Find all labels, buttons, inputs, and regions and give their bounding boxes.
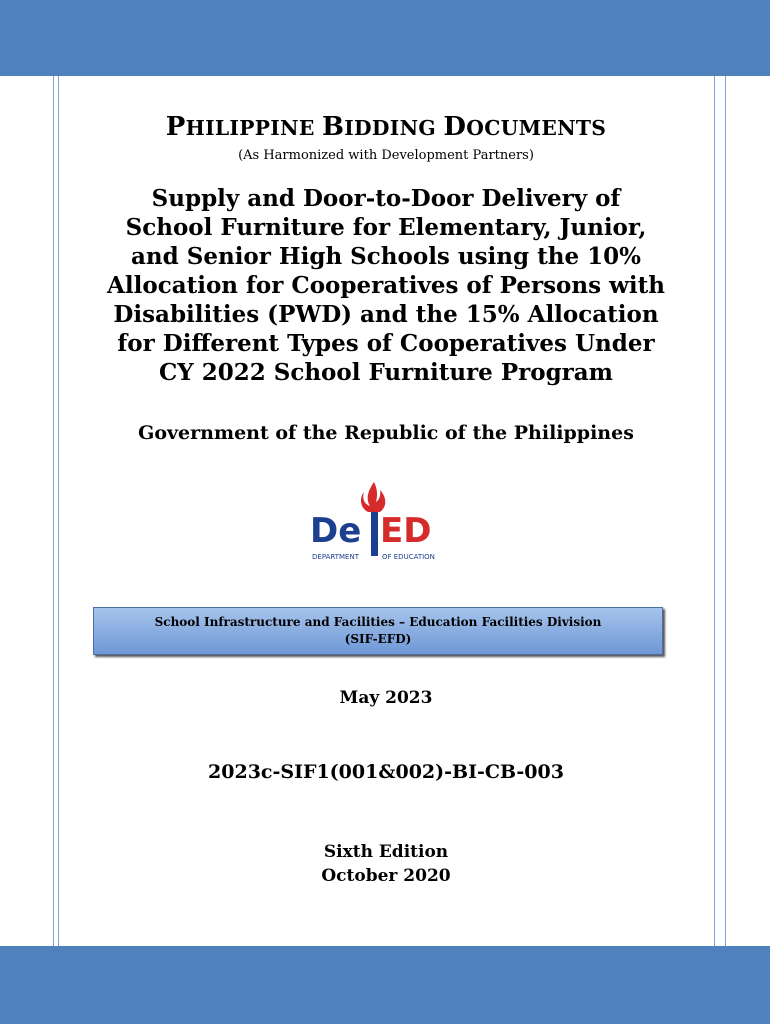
- top-color-band: [0, 0, 770, 76]
- edition-info: [60, 840, 712, 888]
- project-title-line: Disabilities (PWD) and the 15% Allocation: [113, 301, 659, 328]
- reference-number: 2023c-SIF1(001&002)-BI-CB-003: [208, 761, 564, 783]
- title-word-documents: OCUMENTS: [466, 116, 607, 140]
- document-subtitle: (As Harmonized with Development Partners): [238, 148, 534, 163]
- logo-caption-department: DEPARTMENT: [312, 553, 359, 561]
- title-initial-d: D: [443, 112, 467, 142]
- project-title-line: and Senior High Schools using the 10%: [131, 243, 641, 270]
- division-acronym: (SIF-EFD): [344, 632, 412, 646]
- project-title-line: Allocation for Cooperatives of Persons with: [107, 272, 665, 299]
- document-title: [60, 112, 712, 142]
- torch-stem-icon: [371, 512, 378, 556]
- government-name: Government of the Republic of the Philippines: [138, 422, 634, 444]
- division-name: School Infrastructure and Facilities – Education Facilities Division: [154, 615, 602, 629]
- logo-text-de: De: [310, 511, 362, 551]
- project-title-line: for Different Types of Cooperatives Under: [117, 330, 655, 357]
- title-word-philippine: HILIPPINE: [185, 116, 322, 140]
- edition-label: Sixth Edition: [323, 842, 449, 862]
- title-initial-p: P: [165, 112, 186, 142]
- project-title: [20, 184, 752, 387]
- project-title-line: CY 2022 School Furniture Program: [158, 359, 614, 386]
- division-banner: [93, 607, 663, 655]
- cover-page: [60, 76, 712, 946]
- bottom-color-band: [0, 946, 770, 1024]
- logo-text-ed: ED: [380, 511, 432, 551]
- project-title-line: School Furniture for Elementary, Junior,: [125, 214, 647, 241]
- deped-logo: [304, 480, 446, 568]
- logo-caption-education: OF EDUCATION: [382, 553, 435, 561]
- issue-date: May 2023: [339, 688, 433, 708]
- torch-flame-icon: [361, 482, 385, 512]
- title-word-bidding: IDDING: [344, 116, 444, 140]
- edition-date: October 2020: [321, 866, 451, 886]
- project-title-line: Supply and Door-to-Door Delivery of: [151, 185, 621, 212]
- title-initial-b: B: [321, 112, 345, 142]
